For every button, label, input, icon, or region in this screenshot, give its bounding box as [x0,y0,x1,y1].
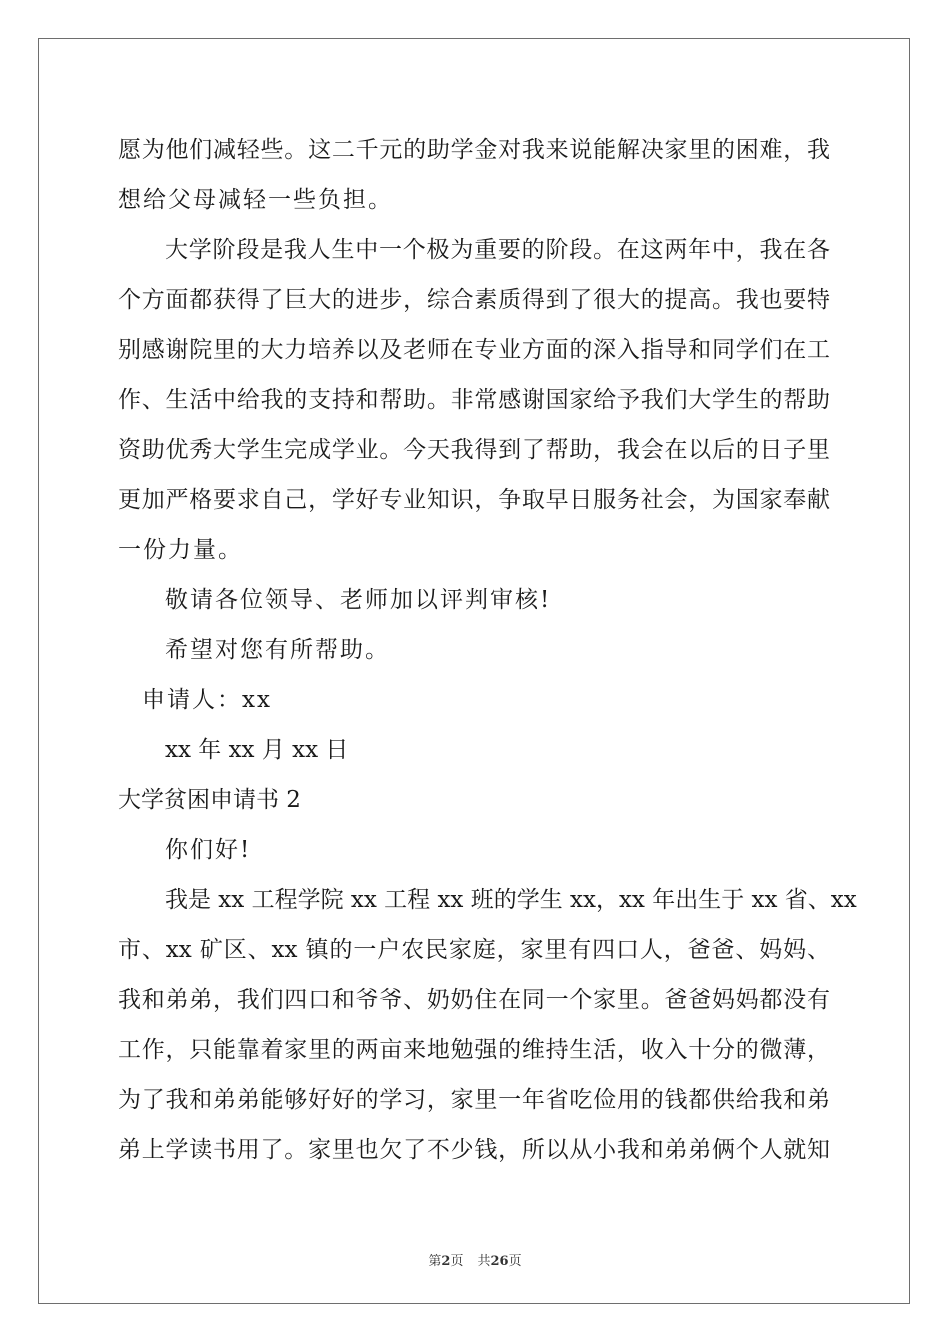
applicant-signature: 申请人：xx [142,687,272,713]
section-title: 大学贫困申请书 2 [118,787,301,813]
body-line-17: 市、xx 矿区、xx 镇的一户农民家庭，家里有四口人，爸爸、妈妈、 [118,937,830,963]
body-line-8: 更加严格要求自己，学好专业知识，争取早日服务社会，为国家奉献 [118,487,830,513]
footer-total-prefix: 共 [477,1254,491,1269]
footer-total-suffix: 页 [508,1254,522,1269]
page-border [38,38,910,1304]
body-line-2: 想给父母减轻一些负担。 [118,187,393,213]
body-line-9: 一份力量。 [118,537,243,563]
page-footer [0,1250,950,1269]
greeting: 你们好! [165,837,252,863]
body-line-7: 资助优秀大学生完成学业。今天我得到了帮助，我会在以后的日子里 [118,437,830,463]
closing-wish: 希望对您有所帮助。 [165,637,390,663]
body-line-18: 我和弟弟，我们四口和爷爷、奶奶住在同一个家里。爸爸妈妈都没有 [118,987,830,1013]
body-line-21: 弟上学读书用了。家里也欠了不少钱，所以从小我和弟弟俩个人就知 [118,1137,830,1163]
body-line-20: 为了我和弟弟能够好好的学习，家里一年省吃俭用的钱都供给我和弟 [118,1087,830,1113]
body-line-10: 敬请各位领导、老师加以评判审核! [165,587,552,613]
footer-total-number: 26 [490,1254,509,1269]
body-line-4: 个方面都获得了巨大的进步，综合素质得到了很大的提高。我也要特 [118,287,830,313]
footer-page-prefix: 第 [428,1254,442,1269]
body-line-3: 大学阶段是我人生中一个极为重要的阶段。在这两年中，我在各 [165,237,830,263]
body-line-1: 愿为他们减轻些。这二千元的助学金对我来说能解决家里的困难，我 [118,137,830,163]
body-line-6: 作、生活中给我的支持和帮助。非常感谢国家给予我们大学生的帮助 [118,387,830,413]
footer-page-number: 2 [441,1254,451,1269]
body-line-5: 别感谢院里的大力培养以及老师在专业方面的深入指导和同学们在工 [118,337,830,363]
date-line: xx 年 xx 月 xx 日 [165,737,349,763]
footer-page-suffix: 页 [450,1254,464,1269]
body-line-19: 工作，只能靠着家里的两亩来地勉强的维持生活，收入十分的微薄， [118,1037,830,1063]
body-line-16: 我是 xx 工程学院 xx 工程 xx 班的学生 xx，xx 年出生于 xx 省、xx [165,887,857,913]
